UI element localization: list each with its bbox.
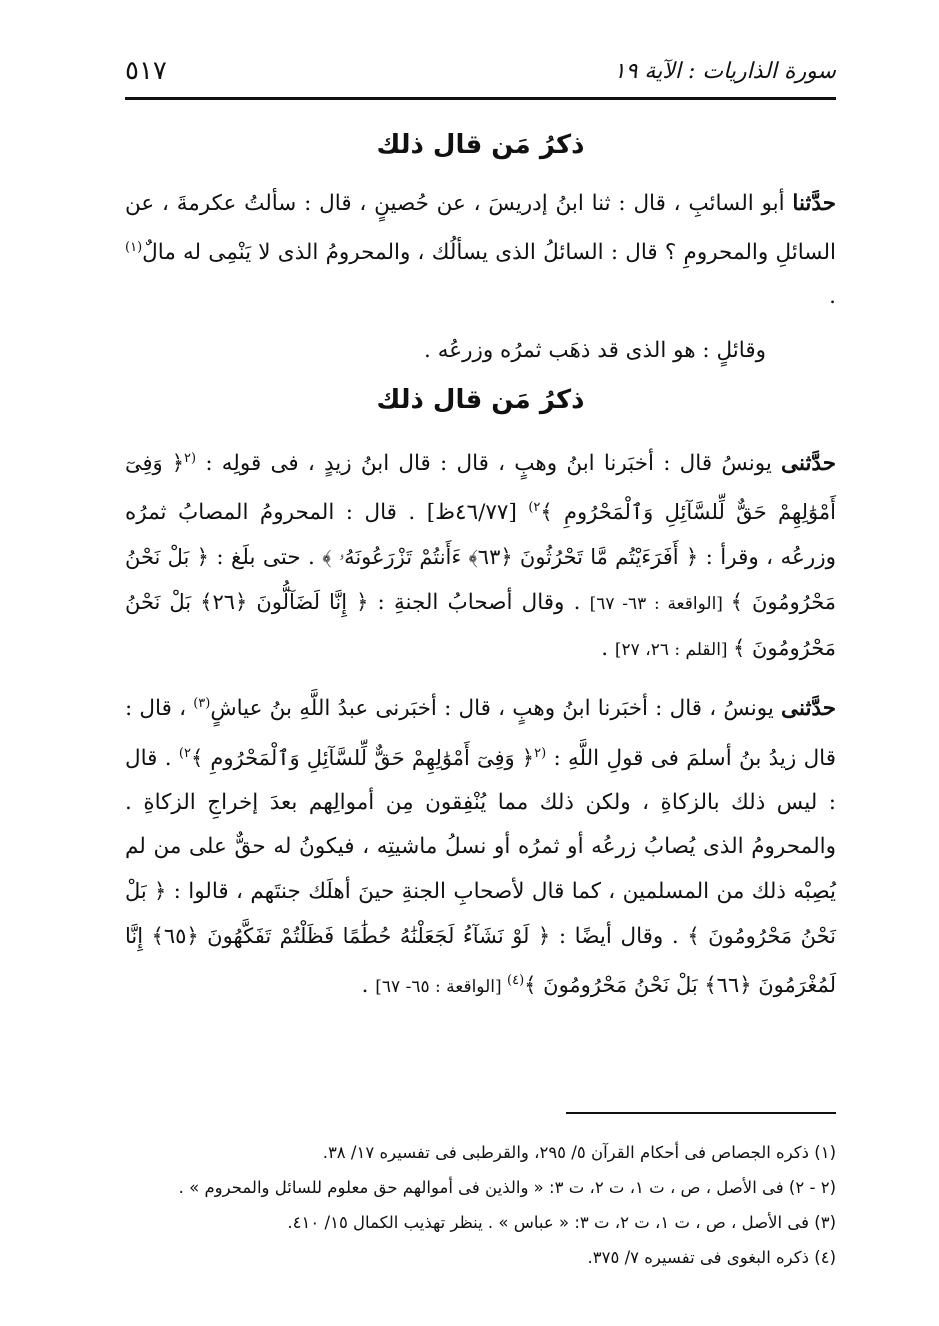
narration-lead: حدَّثنى	[781, 696, 836, 722]
header-rule	[125, 97, 836, 100]
narration-lead: حدَّثنى	[781, 451, 836, 477]
narration-lead: حدَّثنا	[792, 191, 836, 216]
paragraph-4	[125, 682, 836, 1008]
paragraph-text: . وقال أصحابُ الجنةِ :	[368, 590, 590, 616]
footnote-2: (٢ - ٢) فى الأصل ، ص ، ت ١، ت ٢، ت ٣: « والذين فى أموالهم حق معلوم للسائل والمحروم » .	[178, 1178, 836, 1197]
quran-verse: ﴿ وَفِىٓ أَمْوَٰلِهِمْ حَقٌّ لِّلسَّآئِلِ وَٱلْمَحْرُومِ ﴾	[190, 745, 535, 770]
quran-verse: ﴿ بَلْ نَحْنُ مَحْرُومُونَ ﴾	[125, 545, 837, 615]
paragraph-text: ، قال : قال زيدُ بنُ أسلمَ فى قولِ اللَّهِ :	[125, 696, 837, 771]
quran-verse: ﴿ وَفِىٓ أَمْوَٰلِهِمْ حَقٌّ لِّلسَّآئِلِ وَٱلْمَحْرُومِ ﴾	[125, 451, 836, 525]
paragraph-text: . وقال أيضًا :	[550, 923, 688, 949]
quran-verse: ﴿ بَلْ نَحْنُ مَحْرُومُونَ ﴾	[125, 878, 836, 948]
paragraph-text: [٤٦/٧٧ظ] . قال : المحرومُ المصابُ ثمرُه وزرعُه ، وقرأ :	[125, 500, 836, 571]
footnote-marker: (٤)	[507, 972, 525, 988]
footnote-marker: ٢)	[528, 500, 541, 516]
footnote-marker: (١)	[125, 240, 143, 255]
footnote-marker: (٢	[534, 745, 547, 761]
paragraph-end: .	[829, 284, 836, 310]
paragraph-3	[125, 437, 836, 672]
quran-reference: [الواقعة : ٦٣- ٦٧]	[589, 594, 731, 615]
paragraph-text: يونسُ قال : أخبَرنا ابنُ وهبٍ ، قال : قال ابنُ زيدٍ ، فى قولِه :	[196, 451, 782, 477]
paragraph-text: أبو السائبِ ، قال : ثنا ابنُ إدريسَ ، عن حُصينٍ ، قال : سألتُ عكرمةَ ، عن السائلِ والمحرومِ ؟ قال : السائلُ الذى يسألُك ، والمحرومُ الذى لا يَنْمِى له مالٌ	[125, 191, 836, 266]
section-heading-2: ذكرُ مَن قال ذلك	[376, 385, 585, 416]
paragraph-2: وقائلٍ : هو الذى قد ذهَب ثمرُه وزرعُه .	[424, 338, 766, 364]
footnote-4: (٤) ذكره البغوى فى تفسيره ٧/ ٣٧٥.	[587, 1248, 836, 1267]
running-header	[125, 46, 836, 96]
paragraph-text: يونسُ ، قال : أخبَرنا ابنُ وهبٍ ، قال : أخبَرنى عبدُ اللَّهِ بنُ عياشٍ	[210, 696, 782, 722]
paragraph-1	[125, 182, 836, 319]
quran-verse: ﴿ أَفَرَءَيْتُم مَّا تَحْرُثُونَ ﴿٦٣﴾ ءَأَنتُمْ تَزْرَعُونَهُۥ ﴾	[322, 545, 699, 570]
paragraph-end: .	[601, 636, 615, 662]
quran-verse: ﴿ إِنَّا لَضَآلُّونَ ﴿٢٦﴾ بَلْ نَحْنُ مَحْرُومُونَ ﴾	[125, 590, 836, 661]
footnote-marker: (٢	[184, 451, 197, 467]
page-number: ٥١٧	[125, 56, 167, 86]
quran-reference: [الواقعة : ٦٥- ٦٧]	[375, 976, 508, 997]
main-text	[125, 118, 836, 1019]
footnote-rule	[566, 1112, 836, 1114]
footnote-3: (٣) فى الأصل ، ص ، ت ١، ت ٢، ت ٣: « عباس » . ينظر تهذيب الكمال ١٥/ ٤١٠.	[287, 1213, 836, 1232]
running-title: سورة الذاريات : الآية ١٩	[613, 58, 836, 84]
section-heading-1: ذكرُ مَن قال ذلك	[376, 130, 585, 160]
quran-reference: [القلم : ٢٦، ٢٧]	[614, 640, 733, 661]
footnotes	[125, 1135, 836, 1275]
footnote-1: (١) ذكره الجصاص فى أحكام القرآن ٥/ ٢٩٥، والقرطبى فى تفسيره ١٧/ ٣٨.	[322, 1143, 836, 1162]
paragraph-end: .	[361, 972, 376, 998]
quran-verse: ﴿ لَوْ نَشَآءُ لَجَعَلْنَٰهُ حُطَٰمًا فَظَلْتُمْ تَفَكَّهُونَ ﴿٦٥﴾ إِنَّا لَمُغْرَمُونَ ﴿٦٦﴾ بَلْ نَحْنُ مَحْرُومُونَ ﴾	[125, 923, 836, 997]
footnote-marker: ٢)	[178, 745, 191, 761]
paragraph-text: . قال : ليس ذلك بالزكاةِ ، ولكن ذلك مما يُنْفِقون مِن أموالِهم بعدَ إخراجِ الزكاةِ . والمحرومُ الذى يُصابُ زرعُه أو ثمرُه أو نسلُ ماشيتِه ، فيكونُ له حقٌّ على من لم يُصِبْه ذلك من المسلمين ، كما قال لأصحابِ الجنةِ حينَ أهلَك جنتَهم ، قالوا :	[125, 745, 836, 904]
paragraph-text: . حتى بلَغ :	[208, 545, 323, 571]
footnote-marker: (٣)	[193, 696, 211, 712]
